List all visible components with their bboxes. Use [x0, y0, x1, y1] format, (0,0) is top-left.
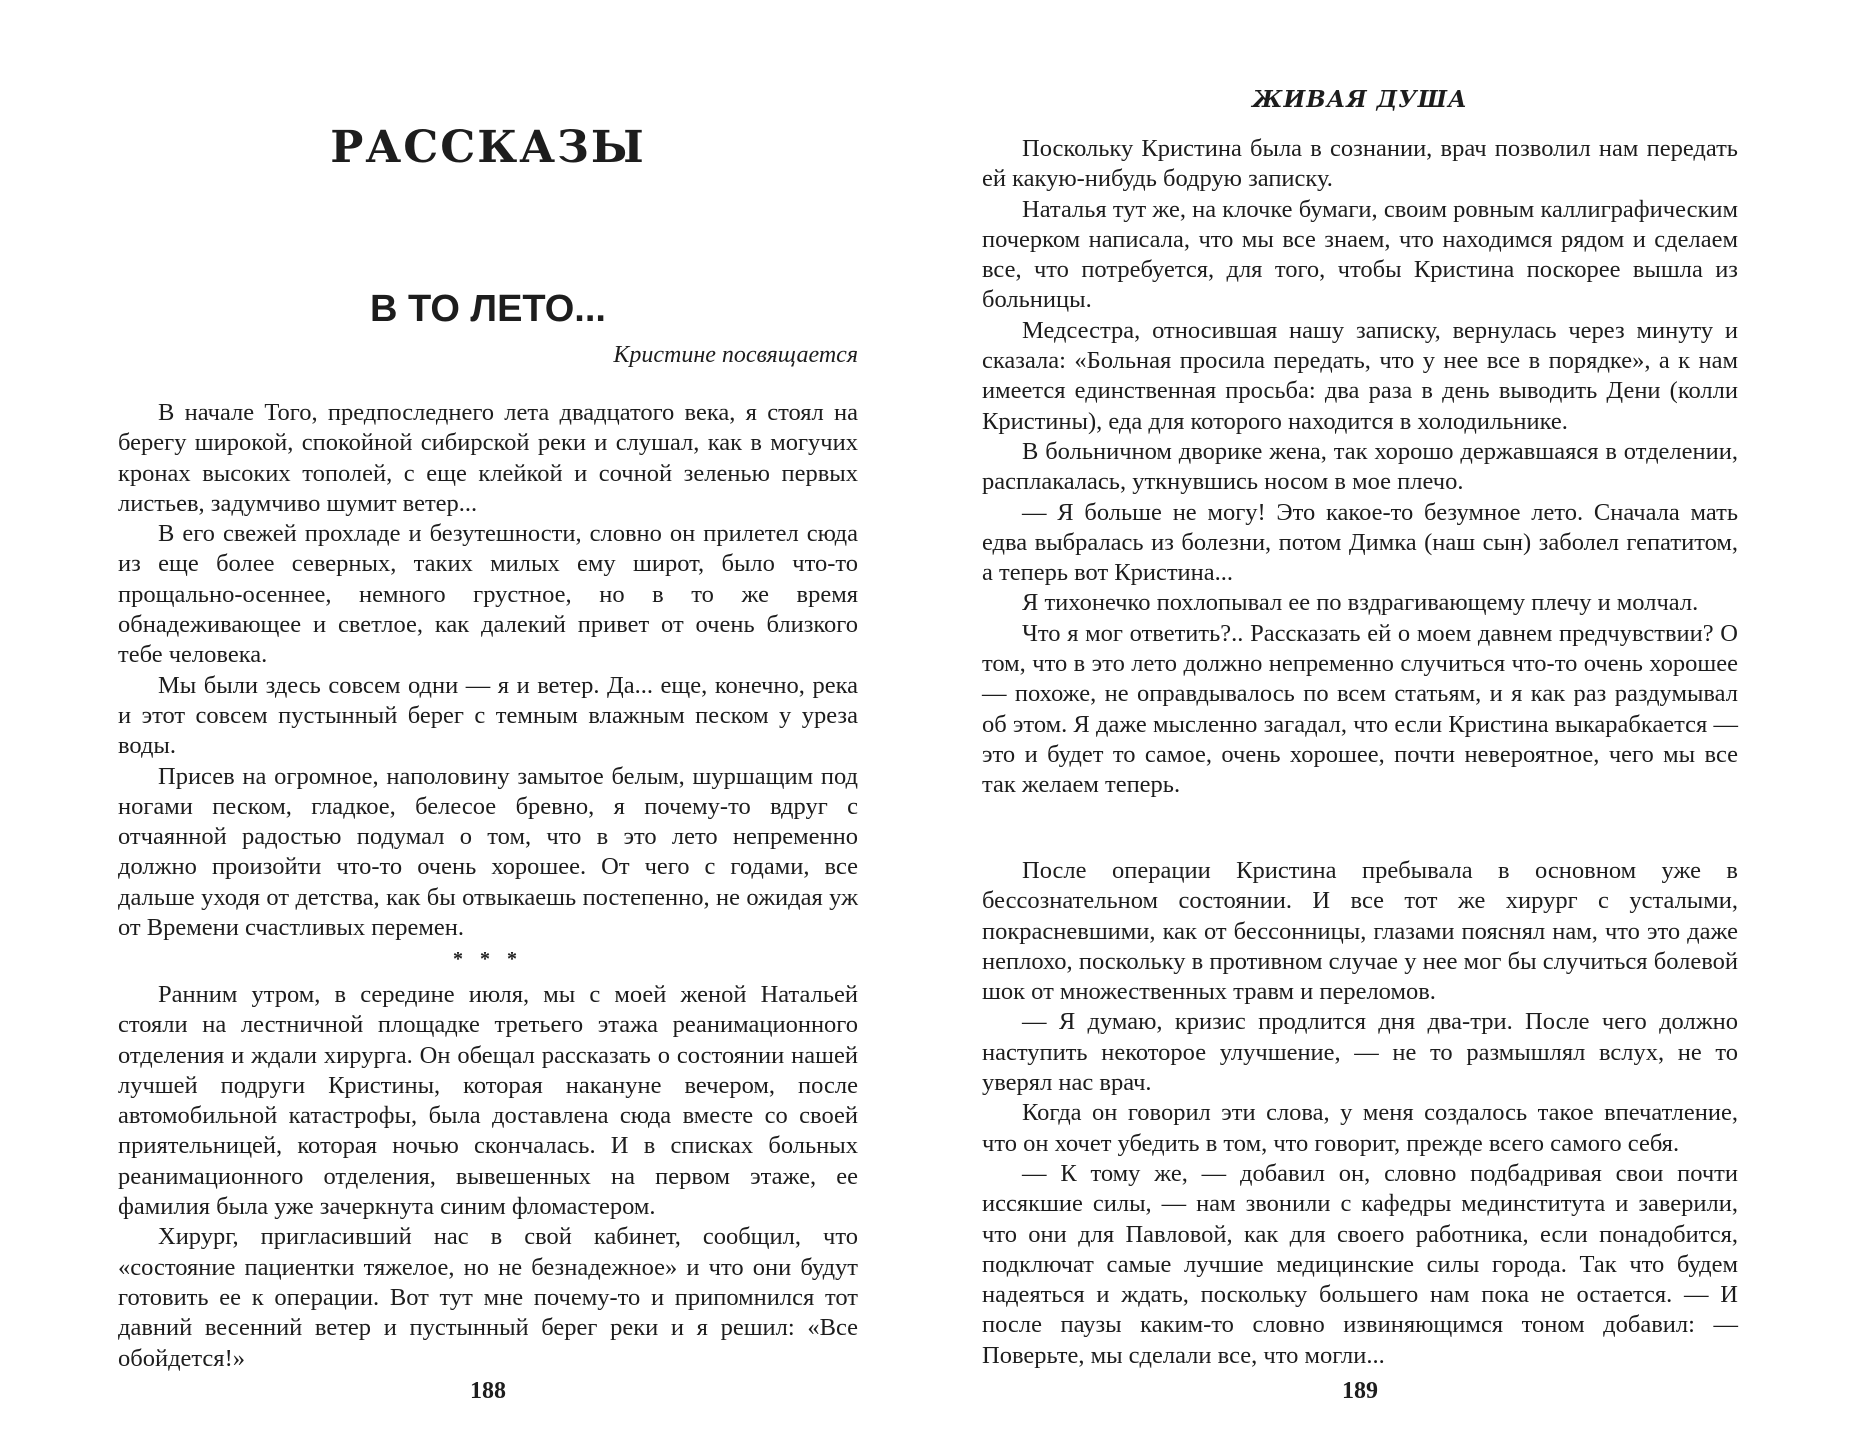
- page-number-right: 189: [1342, 1378, 1378, 1404]
- paragraph: Я тихонечко похлопывал ее по вздрагивающему плечу и молчал.: [1022, 589, 1699, 617]
- paragraph: — К тому же, — добавил он, словно подбадривая свои почти иссякшие силы, — нам звонили с кафедры мединститута и заверили, что они для Павловой, как для своего работника, если понадобится, подключат самые лучшие медицинские силы города. Так что будем надеяться и ждать, поскольку большего нам пока не остается. — И после паузы каким-то словно извиняющимся тоном добавил: — Поверьте, мы сделали все, что могли...: [982, 1159, 1738, 1369]
- paragraph: — Я больше не могу! Это какое-то безумное лето. Сначала мать едва выбралась из болезни, потом Димка (наш сын) заболел гепатитом, а теперь вот Кристина...: [982, 498, 1738, 587]
- paragraph: Поскольку Кристина была в сознании, врач позволил нам передать ей какую-нибудь бодрую записку.: [982, 135, 1738, 193]
- paragraph: Мы были здесь совсем одни — я и ветер. Да... еще, конечно, река и этот совсем пустынный берег с темным влажным песком у уреза воды.: [118, 671, 858, 760]
- running-head: ЖИВАЯ ДУША: [1252, 86, 1468, 113]
- dedication: Кристине посвящается: [613, 342, 858, 368]
- section-separator: * * *: [453, 948, 523, 970]
- paragraph: После операции Кристина пребывала в основном уже в бессознательном состоянии. И все тот же хирург с усталыми, покрасневшими, как от бессонницы, глазами пояснял нам, что это даже неплохо, поскольку в противном случае у нее мог бы случиться болевой шок от множественных травм и переломов.: [982, 857, 1738, 1006]
- paragraph: В больничном дворике жена, так хорошо державшаяся в отделении, расплакалась, уткнувшись носом в мое плечо.: [982, 437, 1738, 496]
- paragraph: Ранним утром, в середине июля, мы с моей женой Натальей стояли на лестничной площадке третьего этажа реанимационного отделения и ждали хирурга. Он обещал рассказать о состоянии нашей лучшей подруги Кристины, которая накануне вечером, после автомобильной катастрофы, была доставлена сюда вместе со своей приятельницей, которая ночью скончалась. И в списках больных реанимационного отделения, вывешенных на первом этаже, ее фамилия была уже зачеркнута синим фломастером.: [118, 981, 858, 1221]
- paragraph: В начале Того, предпоследнего лета двадцатого века, я стоял на берегу широкой, спокойной сибирской реки и слушал, как в могучих кронах высоких тополей, с еще клейкой и сочной зеленью первых листьев, задумчиво шумит ветер...: [118, 399, 858, 517]
- paragraph: Когда он говорил эти слова, у меня создалось такое впечатление, что он хочет убедить в том, что говорит, прежде всего самого себя.: [982, 1099, 1738, 1157]
- paragraph: В его свежей прохладе и безутешности, словно он прилетел сюда из еще более северных, таких милых ему широт, было что-то прощально-осеннее, немного грустное, но в то же время обнадеживающее и светлое, как далекий привет от очень близкого тебе человека.: [118, 520, 858, 669]
- right-text-block-1: [982, 134, 1738, 801]
- paragraph: Медсестра, относившая нашу записку, вернулась через минуту и сказала: «Больная просила передать, что у нее все в порядке», а к нам имеется единственная просьба: два раза в день выводить Дени (колли Кристины), еда для которого находится в холодильнике.: [982, 316, 1738, 435]
- paragraph: Присев на огромное, наполовину замытое белым, шуршащим под ногами песком, гладкое, белесое бревно, я почему-то вдруг с отчаянной радостью подумал о том, что в это лето непременно должно произойти что-то очень хорошее. От чего с годами, все дальше уходя от детства, как бы отвыкаешь постепенно, не ожидая уж от Времени счастливых перемен.: [118, 762, 858, 942]
- paragraph: Хирург, пригласивший нас в свой кабинет, сообщил, что «состояние пациентки тяжелое, но не безнадежное» и что они будут готовить ее к операции. Вот тут мне почему-то и припомнился тот давний весенний ветер и пустынный берег реки и я решил: «Все обойдется!»: [118, 1223, 858, 1372]
- story-title: В ТО ЛЕТО...: [370, 288, 606, 330]
- paragraph: Что я мог ответить?.. Рассказать ей о моем давнем предчувствии? О том, что в это лето должно непременно случиться что-то очень хорошее — похоже, не оправдывалось по всем статьям, и я как раз раздумывал об этом. Я даже мысленно загадал, что если Кристина выкарабкается — это и будет то самое, очень хорошее, почти невероятное, чего мы все так желаем теперь.: [982, 619, 1738, 799]
- right-text-block-2: [982, 856, 1738, 1371]
- page-number-left: 188: [470, 1378, 506, 1404]
- left-text-block-2: [118, 980, 858, 1374]
- section-heading: РАССКАЗЫ: [330, 122, 646, 173]
- paragraph: — Я думаю, кризис продлится дня два-три. После чего должно наступить некоторое улучшение, — не то размышлял вслух, не то уверял нас врач.: [982, 1008, 1738, 1097]
- left-text-block-1: [118, 398, 858, 943]
- paragraph: Наталья тут же, на клочке бумаги, своим ровным каллиграфическим почерком написала, что мы все знаем, что находимся рядом и сделаем все, что потребуется, для того, чтобы Кристина поскорее вышла из больницы.: [982, 195, 1738, 314]
